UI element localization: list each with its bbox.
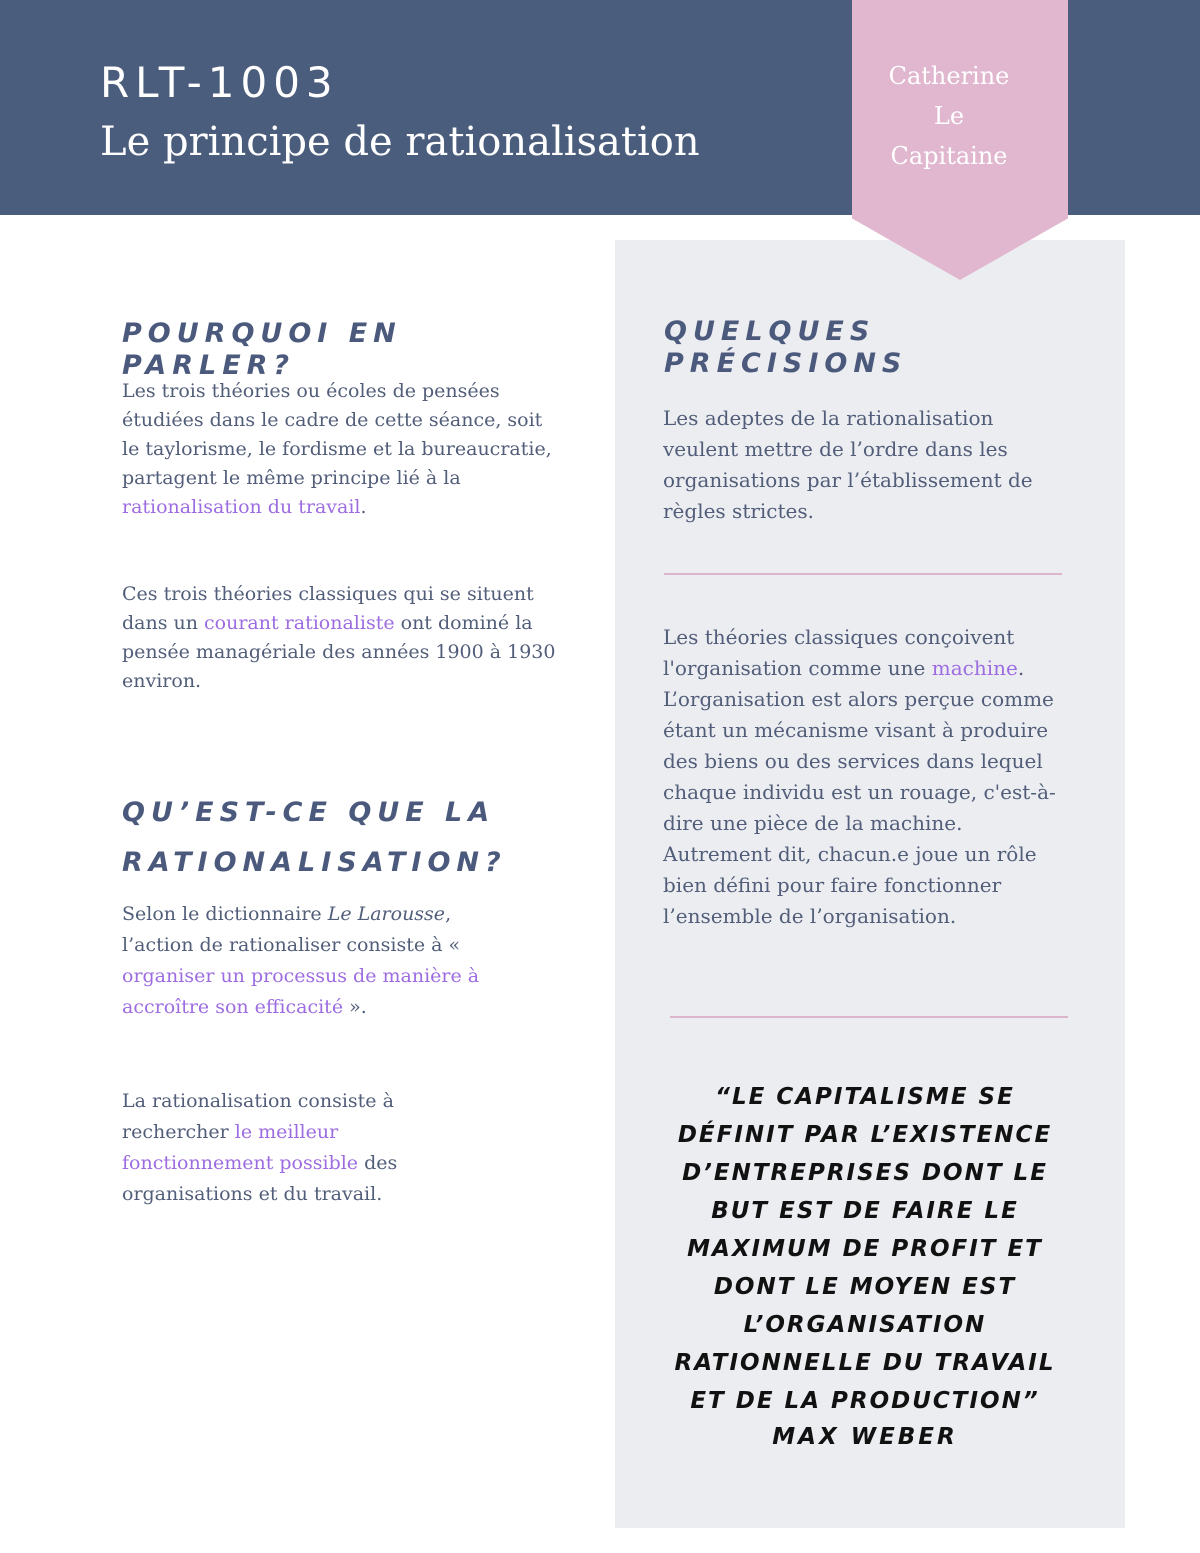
author-last-name: Capitaine [890,142,1008,170]
paragraph-machine [663,622,1068,932]
divider [670,1016,1068,1018]
text-segment: Ces trois théories classiques qui se situent dans un [122,583,534,634]
course-code: RLT-1003 [100,58,339,107]
text-segment: ont dominé la pensée managériale des années 1900 à 1930 environ. [122,612,556,692]
text-segment: ». [343,996,367,1018]
section-heading-precisions: QUELQUES PRÉCISIONS [664,316,908,380]
author-name [852,56,1046,176]
paragraph-fonctionnement [122,1086,482,1210]
quote-author: MAX WEBER [772,1424,958,1450]
text-segment: des organisations et du travail. [122,1152,398,1205]
author-middle-name: Le [933,102,965,130]
paragraph-adeptes: Les adeptes de la rationalisation veulent mettre de l’ordre dans les organisations par l’établissement de règles strictes. [663,406,1033,523]
page-title: Le principe de rationalisation [100,119,700,165]
section-heading-pourquoi: POURQUOI EN PARLER? [122,318,402,382]
text-segment: . L’organisation est alors perçue comme étant un mécanisme visant à produire des biens ou des services dans lequel chaque individu est un rouage, c'est-à-dire une pièce de la machine. Autrement dit, chacun.e joue un rôle bien défini pour faire fonctionner l’ensemble de l’organisation. [663,656,1056,928]
highlight-machine: machine [931,656,1018,680]
highlight-definition: organiser un processus de manière à accroître son efficacité [122,965,480,1018]
highlight-meilleur-fonctionnement: le meilleur fonctionnement possible [122,1121,359,1174]
author-first-name: Catherine [888,62,1010,90]
divider [664,573,1062,575]
quote: “LE CAPITALISME SE DÉFINIT PAR L’EXISTENCE D’ENTREPRISES DONT LE BUT EST DE FAIRE LE MAXIMUM DE PROFIT ET DONT LE MOYEN EST L’ORGANISATION RATIONNELLE DU TRAVAIL ET DE LA PRODUCTION” [674,1084,1056,1414]
highlight-rationalisation-travail: rationalisation du travail [122,496,361,518]
text-segment: Les théories classiques conçoivent l'organisation comme une [663,625,1015,680]
paragraph-courant [122,580,562,696]
section-heading-rationalisation: QU’EST-CE QUE LA RATIONALISATION? [122,797,507,878]
dictionary-name: Le Larousse [327,903,446,925]
text-segment: , l’action de rationaliser consiste à « [122,903,461,956]
paragraph-larousse [122,899,502,1023]
paragraph-theories [122,377,562,522]
highlight-courant-rationaliste: courant rationaliste [204,612,395,634]
text-segment: . [360,496,367,518]
text-segment: Selon le dictionnaire [122,903,328,925]
text-segment: Les trois théories ou écoles de pensées étudiées dans le cadre de cette séance, soit le taylorisme, le fordisme et la bureaucratie, partagent le même principe lié à la [122,380,552,489]
text-segment: La rationalisation consiste à rechercher [122,1090,394,1143]
